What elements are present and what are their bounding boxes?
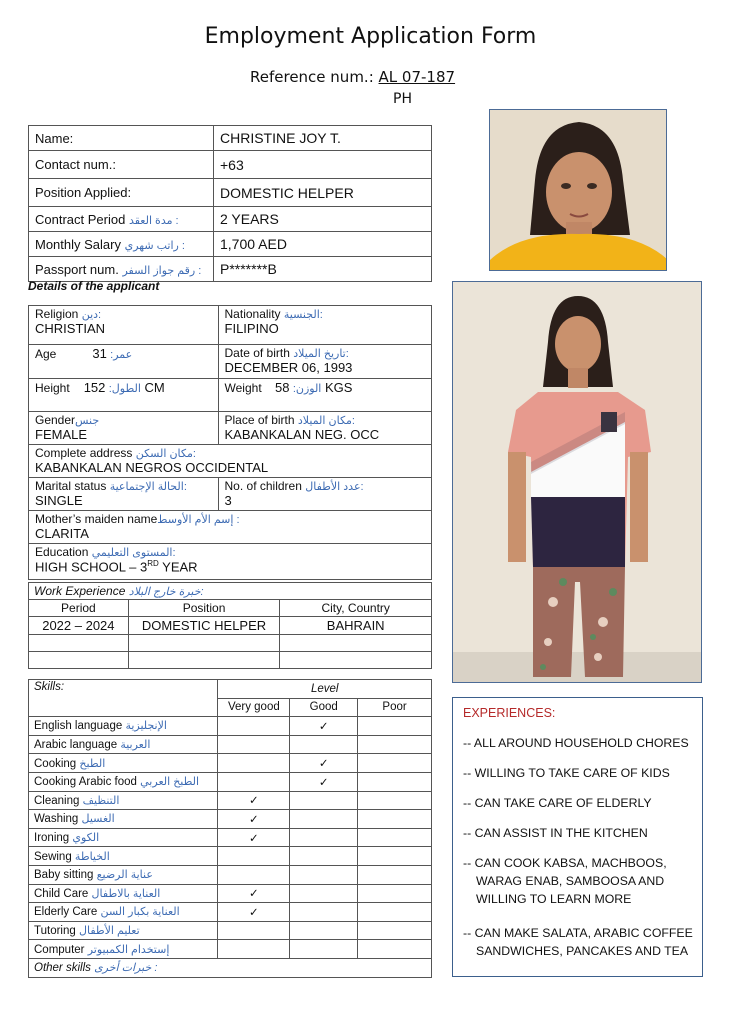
skill-name: Cleaning التنظيف — [29, 791, 218, 810]
skill-level-cell — [290, 772, 358, 791]
skill-level-cell — [358, 940, 432, 959]
skill-row — [29, 735, 432, 754]
experience-line: WARAG ENAB, SAMBOOSA AND — [476, 874, 665, 888]
work-column-header: Position — [128, 600, 280, 617]
details-header: Details of the applicant — [28, 279, 160, 293]
experience-line: -- CAN ASSIST IN THE KITCHEN — [463, 826, 648, 840]
skill-name: Arabic language العربية — [29, 735, 218, 754]
skill-name: Ironing الكوي — [29, 828, 218, 847]
skill-row — [29, 828, 432, 847]
age-value: 31 — [92, 346, 107, 361]
reference-label: Reference num.: — [250, 68, 374, 86]
skill-level-cell — [218, 940, 290, 959]
experiences-title: EXPERIENCES: — [463, 706, 556, 720]
maiden-value: CLARITA — [35, 526, 89, 541]
field-label: Monthly Salary راتب شهري : — [29, 232, 214, 257]
skill-row — [29, 772, 432, 791]
skill-row — [29, 940, 432, 959]
work-cell — [128, 635, 280, 652]
skill-level-cell — [218, 772, 290, 791]
dob-cell: Date of birth تاريخ الميلاد: DECEMBER 06, 1993 — [218, 345, 431, 379]
work-cell — [29, 652, 129, 669]
skill-name: Baby sitting عناية الرضيع — [29, 865, 218, 884]
weight-value: 58 KGS — [275, 380, 353, 395]
experience-line: -- ALL AROUND HOUSEHOLD CHORES — [463, 736, 689, 750]
top-field-row — [29, 126, 432, 151]
field-value: 1,700 AED — [214, 232, 432, 257]
skill-name: Washing الغسيل — [29, 810, 218, 829]
skill-level-cell — [290, 810, 358, 829]
level-column-header: Good — [290, 698, 358, 717]
skill-level-cell — [218, 791, 290, 810]
age-cell: Age عمر: 31 — [29, 345, 219, 379]
work-experience-table — [28, 582, 432, 669]
skill-level-cell — [358, 717, 432, 736]
skills-table — [28, 679, 432, 978]
skill-row — [29, 847, 432, 866]
reference-line — [250, 68, 455, 86]
experiences-box — [452, 697, 703, 977]
experience-line: -- CAN MAKE SALATA, ARABIC COFFEE — [463, 926, 693, 940]
top-field-row — [29, 232, 432, 257]
skill-level-cell — [218, 754, 290, 773]
experience-item — [453, 924, 702, 960]
skill-name: Cooking الطبخ — [29, 754, 218, 773]
skill-level-cell — [218, 810, 290, 829]
field-value: 2 YEARS — [214, 207, 432, 232]
skill-row — [29, 903, 432, 922]
skill-level-cell — [358, 754, 432, 773]
experience-item — [453, 764, 702, 782]
field-label: Contact num.: — [29, 151, 214, 179]
skill-name: English language الإنجليزية — [29, 717, 218, 736]
experience-line: -- CAN COOK KABSA, MACHBOOS, — [463, 856, 667, 870]
skill-name: Tutoring تعليم الأطفال — [29, 921, 218, 940]
work-column-header: City, Country — [280, 600, 432, 617]
experience-item — [453, 854, 702, 908]
work-cell: 2022 – 2024 — [29, 617, 129, 635]
skill-level-cell — [218, 735, 290, 754]
skill-level-cell — [218, 847, 290, 866]
skill-level-cell — [290, 717, 358, 736]
address-value: KABANKALAN NEGROS OCCIDENTAL — [35, 460, 269, 475]
skill-level-cell — [290, 791, 358, 810]
headshot-image — [490, 110, 667, 271]
marital-value: SINGLE — [35, 493, 83, 508]
field-label: Passport num. رقم جواز السفر : — [29, 257, 214, 282]
experience-item — [453, 734, 702, 752]
skill-level-cell — [218, 717, 290, 736]
skill-level-cell — [290, 828, 358, 847]
page-title: Employment Application Form — [204, 24, 537, 49]
work-column-header: Period — [29, 600, 129, 617]
gender-cell: Genderجنس FEMALE — [29, 412, 219, 445]
top-fields-table — [28, 125, 432, 282]
skill-level-cell — [290, 847, 358, 866]
applicant-full-photo — [452, 281, 702, 683]
height-value: 152 CM — [83, 380, 165, 395]
work-cell: DOMESTIC HELPER — [128, 617, 280, 635]
top-field-row — [29, 207, 432, 232]
experience-line: SANDWICHES, PANCAKES AND TEA — [476, 944, 689, 958]
experience-item — [453, 794, 702, 812]
skill-level-cell — [290, 940, 358, 959]
other-skills-row: Other skills خبرات أخرى : — [29, 958, 432, 977]
skill-level-cell — [358, 772, 432, 791]
checkmark-icon: ✓ — [318, 720, 329, 733]
checkmark-icon: ✓ — [318, 776, 329, 789]
skill-level-cell — [290, 754, 358, 773]
country-code: PH — [393, 91, 412, 107]
top-field-row — [29, 179, 432, 207]
skill-level-cell — [358, 791, 432, 810]
field-value: +63 — [214, 151, 432, 179]
skill-row — [29, 884, 432, 903]
field-label: Name: — [29, 126, 214, 151]
checkmark-icon: ✓ — [249, 832, 259, 845]
children-value: 3 — [224, 493, 232, 508]
skill-name: Cooking Arabic food الطبخ العربي — [29, 772, 218, 791]
religion-cell: Religion دين: CHRISTIAN — [29, 306, 219, 345]
field-value: P*******B — [214, 257, 432, 282]
work-cell — [128, 652, 280, 669]
experience-line: WILLING TO LEARN MORE — [476, 892, 632, 906]
field-label: Contract Period مدة العقد : — [29, 207, 214, 232]
work-row — [29, 617, 432, 635]
level-column-header: Poor — [358, 698, 432, 717]
skill-level-cell — [358, 847, 432, 866]
field-value: DOMESTIC HELPER — [214, 179, 432, 207]
checkmark-icon: ✓ — [318, 758, 329, 771]
height-cell: Height الطول: 152 CM — [29, 379, 219, 412]
work-cell: BAHRAIN — [280, 617, 432, 635]
skill-row — [29, 717, 432, 736]
pob-cell: Place of birth مكان الميلاد: KABANKALAN NEG. OCC — [218, 412, 431, 445]
experience-line: -- CAN TAKE CARE OF ELDERLY — [463, 796, 652, 810]
dob-value: DECEMBER 06, 1993 — [224, 360, 353, 375]
weight-cell: Weight الوزن: 58 KGS — [218, 379, 431, 412]
address-cell: Complete address مكان السكن: KABANKALAN NEGROS OCCIDENTAL — [29, 445, 432, 478]
skill-row — [29, 791, 432, 810]
skill-row — [29, 810, 432, 829]
skill-level-cell — [290, 921, 358, 940]
details-table — [28, 305, 432, 580]
skills-label: Skills: — [29, 680, 218, 717]
skill-level-cell — [358, 903, 432, 922]
work-cell — [280, 652, 432, 669]
level-column-header: Very good — [218, 698, 290, 717]
top-field-row — [29, 151, 432, 179]
nationality-cell: Nationality الجنسية: FILIPINO — [218, 306, 431, 345]
children-cell: No. of children عدد الأطفال: 3 — [218, 478, 431, 511]
maiden-cell: Mother’s maiden nameإسم الأم الأوسط : CLARITA — [29, 511, 432, 544]
skill-row — [29, 921, 432, 940]
skill-name: Computer إستخدام الكمبيوتر — [29, 940, 218, 959]
field-value: CHRISTINE JOY T. — [214, 126, 432, 151]
field-label: Position Applied: — [29, 179, 214, 207]
work-experience-header: Work Experience خبرة خارج البلاد: — [29, 583, 432, 600]
skill-level-cell — [290, 735, 358, 754]
skill-level-cell — [358, 865, 432, 884]
marital-cell: Marital status الحالة الإجتماعية: SINGLE — [29, 478, 219, 511]
skill-level-cell — [358, 810, 432, 829]
education-cell: Education المستوى التعليمي: HIGH SCHOOL – 3RD YEAR — [29, 544, 432, 580]
skill-level-cell — [290, 903, 358, 922]
skill-level-cell — [218, 828, 290, 847]
skill-name: Elderly Care العناية بكبار السن — [29, 903, 218, 922]
reference-number: AL 07-187 — [378, 68, 456, 86]
work-row — [29, 635, 432, 652]
checkmark-icon: ✓ — [249, 888, 259, 901]
full-body-image — [453, 282, 702, 683]
skill-level-cell — [358, 828, 432, 847]
skill-level-cell — [358, 921, 432, 940]
skill-level-cell — [218, 865, 290, 884]
checkmark-icon: ✓ — [249, 795, 259, 808]
checkmark-icon: ✓ — [249, 906, 259, 919]
experience-line: -- WILLING TO TAKE CARE OF KIDS — [463, 766, 670, 780]
skill-level-cell — [218, 903, 290, 922]
nationality-value: FILIPINO — [224, 321, 279, 336]
skill-level-cell — [218, 921, 290, 940]
skill-level-cell — [358, 884, 432, 903]
skill-level-cell — [358, 735, 432, 754]
applicant-headshot — [489, 109, 667, 271]
skill-level-cell — [290, 884, 358, 903]
skill-name: Child Care العناية بالاطفال — [29, 884, 218, 903]
checkmark-icon: ✓ — [249, 813, 259, 826]
skill-level-cell — [218, 884, 290, 903]
skill-level-cell — [290, 865, 358, 884]
education-value: HIGH SCHOOL – 3RD YEAR — [35, 559, 198, 575]
experience-item — [453, 824, 702, 842]
skill-row — [29, 754, 432, 773]
work-row — [29, 652, 432, 669]
work-cell — [29, 635, 129, 652]
work-cell — [280, 635, 432, 652]
skill-name: Sewing الخياطة — [29, 847, 218, 866]
religion-value: CHRISTIAN — [35, 321, 106, 336]
top-field-row — [29, 257, 432, 282]
skill-row — [29, 865, 432, 884]
pob-value: KABANKALAN NEG. OCC — [224, 427, 380, 442]
level-label: Level — [218, 680, 432, 699]
gender-value: FEMALE — [35, 427, 88, 442]
